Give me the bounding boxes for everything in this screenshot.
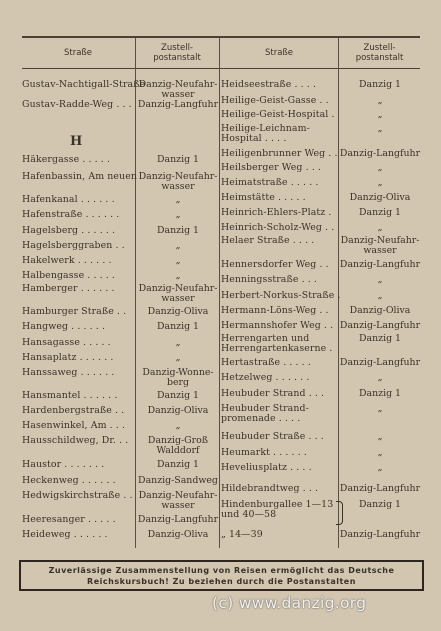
postal-office: wasser bbox=[161, 181, 195, 192]
street-name: Gustav-Nachtigall-Straße bbox=[22, 79, 146, 90]
postal-office: „ bbox=[377, 403, 383, 414]
postal-office: Danzig-Oliva bbox=[147, 306, 209, 317]
street-name: Hardenbergstraße . . bbox=[22, 405, 125, 416]
postal-office: wasser bbox=[161, 89, 195, 100]
postal-office: „ bbox=[377, 372, 383, 383]
street-name: Heubuder Strand- promenade . . . . bbox=[221, 403, 309, 424]
postal-office: „ bbox=[377, 123, 383, 134]
street-name: Hakelwerk . . . . . . bbox=[22, 255, 112, 266]
header-office-left: Zustell- postanstalt bbox=[153, 43, 201, 63]
ad-line-1: Zuverlässige Zusammenstellung von Reisen ermöglicht das Deutsche bbox=[48, 565, 395, 575]
postal-office: „ bbox=[175, 194, 181, 205]
street-name: Haustor . . . . . . . bbox=[22, 459, 105, 470]
street-name: Heilsberger Weg . . . bbox=[221, 162, 321, 173]
street-name: Heinrich-Ehlers-Platz . bbox=[221, 207, 332, 218]
street-name: Heiligenbrunner Weg . . bbox=[221, 148, 338, 159]
street-name: Häkergasse . . . . . bbox=[22, 154, 111, 165]
street-name: Hanssaweg . . . . . . bbox=[22, 367, 115, 378]
street-name: Hagelsberggraben . . bbox=[22, 240, 125, 251]
postal-office: Danzig-Neufahr- bbox=[138, 490, 218, 501]
street-name: Heilige-Geist-Gasse . . bbox=[221, 95, 329, 106]
street-name: Halbengasse . . . . . bbox=[22, 270, 116, 281]
postal-office: Danzig 1 bbox=[156, 459, 200, 470]
postal-office: Danzig-Langfuhr bbox=[339, 529, 421, 540]
street-name: Hansmantel . . . . . . bbox=[22, 390, 118, 401]
street-name: Hansaplatz . . . . . . bbox=[22, 352, 114, 363]
street-name: Heeresanger . . . . . bbox=[22, 514, 116, 525]
postal-office: Danzig 1 bbox=[156, 321, 200, 332]
postal-office: berg bbox=[166, 377, 190, 388]
postal-office: Danzig 1 bbox=[358, 333, 402, 344]
street-name: Heckenweg . . . . . . bbox=[22, 475, 116, 486]
street-name: Hausschildweg, Dr. . . bbox=[22, 435, 129, 446]
street-name: Heveliusplatz . . . . bbox=[221, 462, 312, 473]
postal-office: „ bbox=[175, 255, 181, 266]
street-name: Hansagasse . . . . . bbox=[22, 337, 111, 348]
street-name: Herrengarten und Herrengartenkaserne . bbox=[221, 333, 333, 354]
street-name: Hetzelweg . . . . . . bbox=[221, 372, 310, 383]
postal-office: Danzig-Langfuhr bbox=[137, 99, 219, 110]
header-office-right: Zustell- postanstalt bbox=[355, 43, 404, 63]
street-name: Heideweg . . . . . . bbox=[22, 529, 108, 540]
street-name: Heinrich-Scholz-Weg . . bbox=[221, 222, 335, 233]
postal-office: „ bbox=[377, 109, 383, 120]
postal-office: Danzig-Oliva bbox=[349, 192, 411, 203]
street-name: Hermann-Löns-Weg . . bbox=[221, 305, 329, 316]
postal-office: Danzig-Langfuhr bbox=[339, 259, 421, 270]
section-letter: H bbox=[70, 134, 83, 149]
postal-office: Danzig-Oliva bbox=[349, 305, 411, 316]
postal-office: Danzig 1 bbox=[358, 499, 402, 510]
postal-office: Danzig-Sandweg bbox=[138, 475, 218, 486]
street-name: Hedwigskirchstraße . . bbox=[22, 490, 133, 501]
postal-office: Danzig 1 bbox=[156, 154, 200, 165]
postal-office: „ bbox=[377, 95, 383, 106]
street-name: Heidseestraße . . . . bbox=[221, 79, 317, 90]
street-name: Henningsstraße . . . bbox=[221, 274, 317, 285]
postal-office: Walddorf bbox=[156, 445, 200, 456]
postal-office: „ bbox=[175, 209, 181, 220]
street-name: Heimstätte . . . . . bbox=[221, 192, 306, 203]
postal-office: „ bbox=[377, 177, 383, 188]
street-name: Hamburger Straße . . bbox=[22, 306, 127, 317]
postal-office: Danzig-Oliva bbox=[147, 529, 209, 540]
postal-office: wasser bbox=[161, 500, 195, 511]
street-name: Hertastraße . . . . . bbox=[221, 357, 311, 368]
postal-office: „ bbox=[377, 222, 383, 233]
street-name: Hildebrandtweg . . . bbox=[221, 483, 319, 494]
postal-office: wasser bbox=[161, 293, 195, 304]
postal-office: Danzig-Langfuhr bbox=[339, 148, 421, 159]
postal-office: „ bbox=[175, 270, 181, 281]
postal-office: „ bbox=[377, 447, 383, 458]
street-name: Hennersdorfer Weg . . bbox=[221, 259, 329, 270]
postal-office: Danzig-Wonne- bbox=[142, 367, 214, 378]
street-name: Heubuder Strand . . . bbox=[221, 388, 325, 399]
postal-office: „ bbox=[377, 274, 383, 285]
street-name: Hamberger . . . . . . bbox=[22, 283, 115, 294]
postal-office: Danzig 1 bbox=[358, 79, 402, 90]
watermark: (c) www.danzig.org bbox=[212, 594, 367, 612]
postal-office: Danzig-Langfuhr bbox=[339, 483, 421, 494]
street-name: Hasenwinkel, Am . . . bbox=[22, 420, 126, 431]
postal-office: Danzig-Neufahr- bbox=[340, 235, 420, 246]
postal-office: Danzig-Neufahr- bbox=[138, 171, 218, 182]
postal-office: Danzig-Langfuhr bbox=[137, 514, 219, 525]
postal-office: Danzig 1 bbox=[358, 388, 402, 399]
street-name: Gustav-Radde-Weg . . . bbox=[22, 99, 132, 110]
postal-office: „ bbox=[175, 420, 181, 431]
postal-office: Danzig-Neufahr- bbox=[138, 79, 218, 90]
street-name: Herbert-Norkus-Straße . bbox=[221, 290, 341, 301]
postal-office: „ bbox=[175, 337, 181, 348]
postal-office: Danzig-Oliva bbox=[147, 405, 209, 416]
street-name: Hafenkanal . . . . . . bbox=[22, 194, 115, 205]
postal-office: Danzig-Langfuhr bbox=[339, 320, 421, 331]
street-name: Heumarkt . . . . . . bbox=[221, 447, 307, 458]
postal-office: Danzig-Groß bbox=[147, 435, 209, 446]
street-name: Heilige-Geist-Hospital . bbox=[221, 109, 335, 120]
brace bbox=[336, 501, 343, 525]
ad-line-2: Reichskursbuch! Zu beziehen durch die Postanstalten bbox=[87, 576, 356, 586]
street-name: Heilige-Leichnam- Hospital . . . . bbox=[221, 123, 310, 144]
postal-office: „ bbox=[377, 431, 383, 442]
postal-office: Danzig-Langfuhr bbox=[339, 357, 421, 368]
postal-office: Danzig-Neufahr- bbox=[138, 283, 218, 294]
postal-office: wasser bbox=[363, 245, 397, 256]
header-street-left: Straße bbox=[63, 48, 92, 58]
postal-office: „ bbox=[175, 352, 181, 363]
postal-office: „ bbox=[377, 290, 383, 301]
advertisement-box bbox=[19, 560, 424, 591]
street-name: Hafenstraße . . . . . . bbox=[22, 209, 120, 220]
street-name: Hangweg . . . . . . bbox=[22, 321, 106, 332]
header-street-right: Straße bbox=[264, 48, 293, 58]
street-name: Hagelsberg . . . . . . bbox=[22, 225, 116, 236]
postal-office: „ bbox=[377, 462, 383, 473]
postal-office: Danzig 1 bbox=[156, 225, 200, 236]
street-name: Hindenburgallee 1—13 und 40—58 bbox=[221, 499, 334, 520]
street-name: Heimatstraße . . . . . bbox=[221, 177, 319, 188]
table-header bbox=[22, 36, 420, 69]
street-name: Helaer Straße . . . . bbox=[221, 235, 315, 246]
street-name: Heubuder Straße . . . bbox=[221, 431, 324, 442]
postal-office: „ bbox=[175, 240, 181, 251]
street-name: „ 14—39 bbox=[221, 529, 263, 540]
street-name: Hermannshofer Weg . . bbox=[221, 320, 334, 331]
postal-office: Danzig 1 bbox=[358, 207, 402, 218]
street-name: Hafenbassin, Am neuen bbox=[22, 171, 137, 182]
postal-office: „ bbox=[377, 162, 383, 173]
postal-office: Danzig 1 bbox=[156, 390, 200, 401]
